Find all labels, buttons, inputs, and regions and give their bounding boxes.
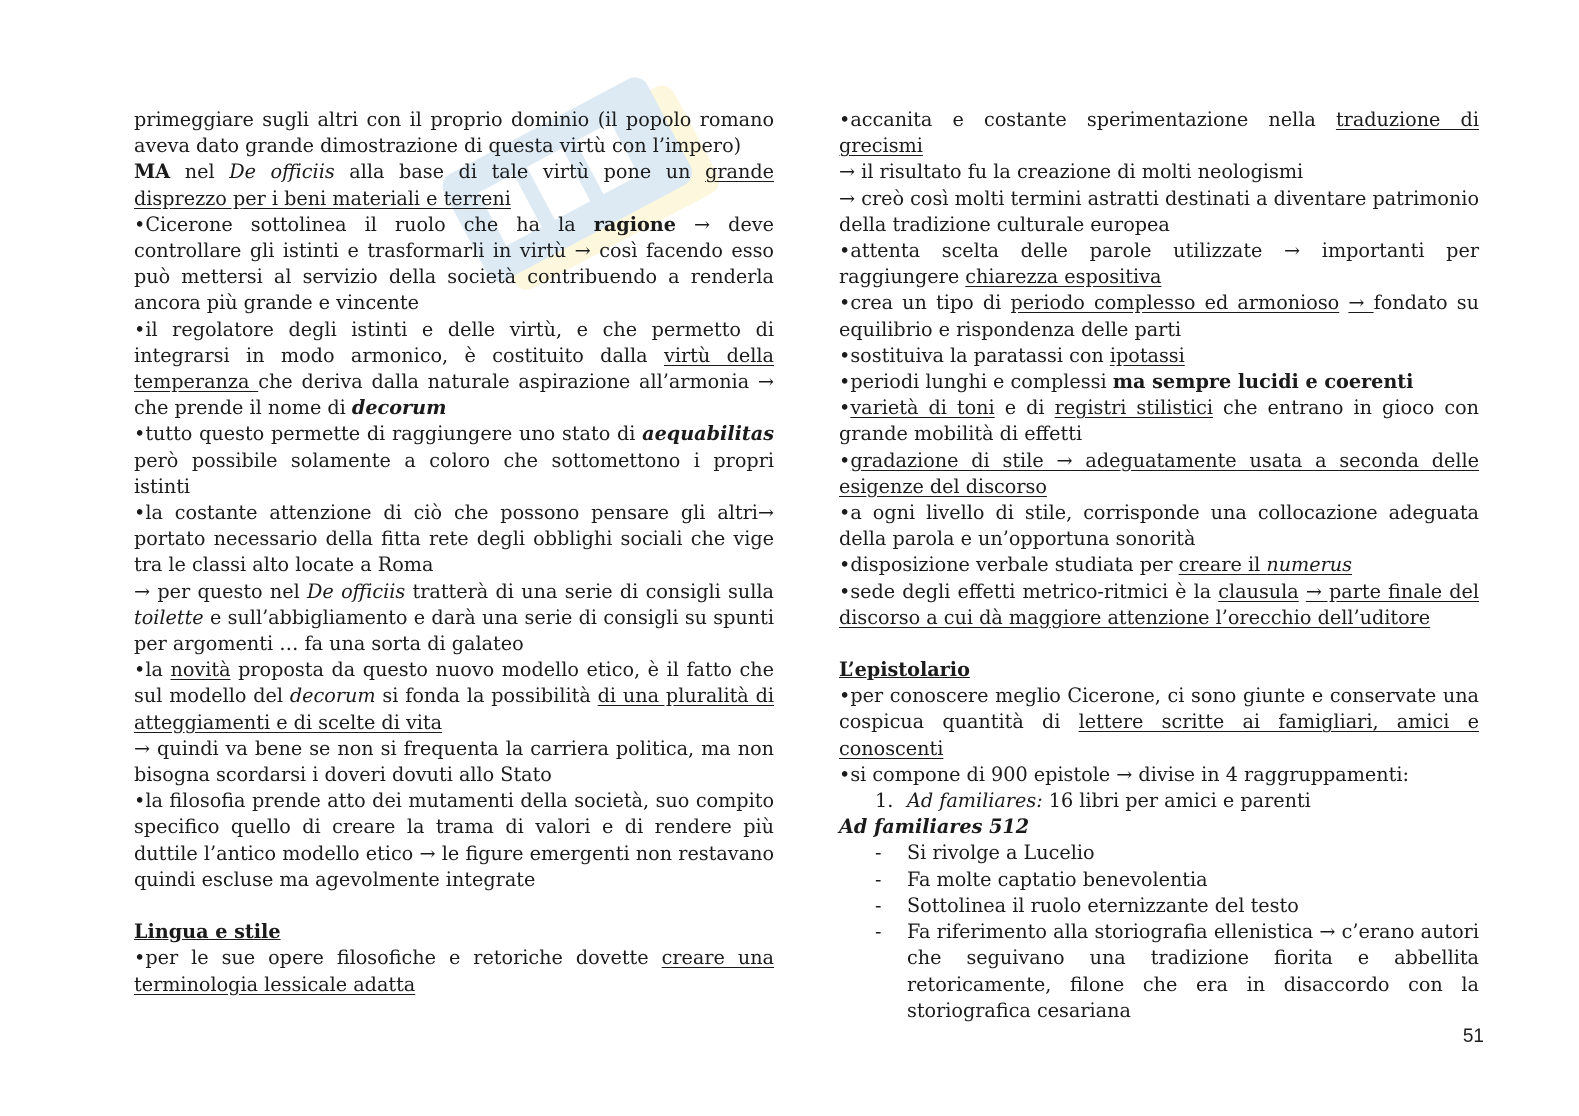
list-item: - Si rivolge a Lucelio xyxy=(875,841,1095,865)
paragraph: •sede degli effetti metrico-ritmici è la clausula → parte finale del discorso a cui dà maggiore attenzione l’orecchio dell’uditore xyxy=(839,579,1479,629)
paragraph: •il regolatore degli istinti e delle virtù, e che permetto di integrarsi in modo armonico, è costituito dalla virtù della temperanza che deriva dalla naturale aspirazione all’armonia → che prende il nome di decorum xyxy=(134,317,774,420)
numbered-list-item: 1. Ad familiares: 16 libri per amici e parenti xyxy=(875,789,1311,813)
dash-list xyxy=(839,840,1479,1023)
section-heading-epistolario: L’epistolario xyxy=(839,658,970,682)
spacer xyxy=(839,631,1479,657)
paragraph: •si compone di 900 epistole → divise in 4 raggruppamenti: xyxy=(839,762,1409,786)
paragraph: •la costante attenzione di ciò che possono pensare gli altri→ portato necessario della fitta rete degli obblighi sociali che vige tra le classi alto locate a Roma xyxy=(134,501,774,577)
paragraph: •tutto questo permette di raggiungere uno stato di aequabilitas però possibile solamente a coloro che sottomettono i propri istinti xyxy=(134,422,774,498)
spacer xyxy=(134,893,774,919)
paragraph: •sostituiva la paratassi con ipotassi xyxy=(839,343,1185,367)
paragraph: •per le sue opere filosofiche e retoriche dovette creare una terminologia lessicale adatta xyxy=(134,946,774,996)
paragraph: •la novità proposta da questo nuovo modello etico, è il fatto che sul modello del decorum si fonda la possibilità di una pluralità di atteggiamenti e di scelte di vita xyxy=(134,658,775,734)
left-column xyxy=(134,107,774,998)
right-column xyxy=(839,107,1479,1024)
paragraph: → per questo nel De officiis tratterà di una serie di consigli sulla toilette e sull’abbigliamento e darà una serie di consigli su spunti per argomenti … fa una sorta di galateo xyxy=(134,579,774,656)
list-item: - Fa riferimento alla storiografia ellenistica → c’erano autori che seguivano una tradizione fiorita e abbellita retoricamente, filone che era in disaccordo con la storiografica cesariana xyxy=(875,920,1479,1022)
list-item: - Fa molte captatio benevolentia xyxy=(875,867,1208,891)
list-item: - Sottolinea il ruolo eternizzante del testo xyxy=(875,893,1299,917)
paragraph: → il risultato fu la creazione di molti neologismi xyxy=(839,160,1304,184)
paragraph: primeggiare sugli altri con il proprio dominio (il popolo romano aveva dato grande dimostrazione di questa virtù con l’impero) xyxy=(134,108,774,158)
paragraph: → quindi va bene se non si frequenta la carriera politica, ma non bisogna scordarsi i doveri dovuti allo Stato xyxy=(134,736,774,787)
paragraph: •varietà di toni e di registri stilistici che entrano in gioco con grande mobilità di effetti xyxy=(839,396,1479,446)
paragraph: → creò così molti termini astratti destinati a diventare patrimonio della tradizione culturale europea xyxy=(839,186,1479,236)
paragraph: •per conoscere meglio Cicerone, ci sono giunte e conservate una cospicua quantità di lettere scritte ai famigliari, amici e conoscenti xyxy=(839,684,1479,760)
section-heading-lingua-e-stile: Lingua e stile xyxy=(134,920,281,944)
paragraph: •crea un tipo di periodo complesso ed armonioso → fondato su equilibrio e rispondenza delle parti xyxy=(839,291,1479,341)
paragraph: •Cicerone sottolinea il ruolo che ha la ragione → deve controllare gli istinti e trasformarli in virtù → così facendo esso può mettersi al servizio della società contribuendo a renderla ancora più grande e vincente xyxy=(134,212,774,315)
paragraph: •gradazione di stile → adeguatamente usata a seconda delle esigenze del discorso xyxy=(839,448,1479,498)
subheading-ad-familiares: Ad familiares 512 xyxy=(839,815,1030,839)
paragraph: •attenta scelta delle parole utilizzate → importanti per raggiungere chiarezza espositiva xyxy=(839,239,1479,289)
paragraph: MA nel De officiis alla base di tale virtù pone un grande disprezzo per i beni materiali e terreni xyxy=(134,160,774,210)
paragraph: •a ogni livello di stile, corrisponde una collocazione adeguata della parola e un’opportuna sonorità xyxy=(839,501,1479,551)
page-number: 51 xyxy=(1462,1026,1484,1047)
paragraph: •periodi lunghi e complessi ma sempre lucidi e coerenti xyxy=(839,370,1414,394)
paragraph: •accanita e costante sperimentazione nella traduzione di grecismi xyxy=(839,108,1479,158)
paragraph: •la filosofia prende atto dei mutamenti della società, suo compito specifico quello di creare la trama di valori e di rendere più duttile l’antico modello etico → le figure emergenti non restavano quindi escluse ma agevolmente integrate xyxy=(134,789,774,891)
paragraph: •disposizione verbale studiata per creare il numerus xyxy=(839,553,1352,577)
